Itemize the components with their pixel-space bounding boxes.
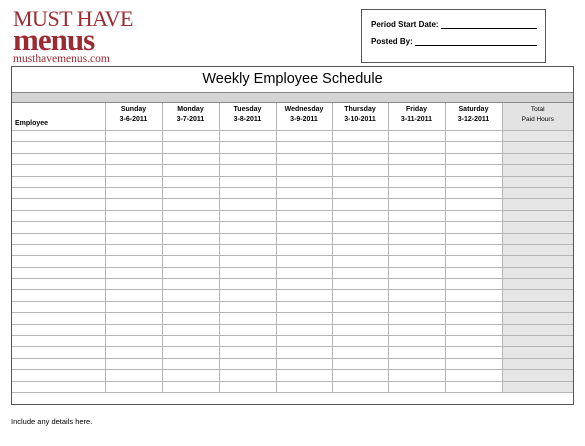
day-name: Thursday — [344, 106, 376, 113]
shift-cell[interactable] — [388, 233, 445, 244]
employee-cell[interactable] — [12, 199, 105, 210]
employee-cell[interactable] — [12, 210, 105, 221]
table-row — [12, 142, 573, 153]
shift-cell[interactable] — [105, 256, 162, 267]
total-hours-cell[interactable] — [502, 142, 573, 153]
table-row — [12, 199, 573, 210]
shift-cell[interactable] — [219, 279, 276, 290]
shift-cell[interactable] — [276, 142, 332, 153]
employee-cell[interactable] — [12, 370, 105, 381]
total-header-line-2: Paid Hours — [521, 115, 554, 123]
shift-cell[interactable] — [219, 153, 276, 164]
shift-cell[interactable] — [332, 381, 388, 392]
shift-cell[interactable] — [388, 256, 445, 267]
brand-line-1: MUST HAVE — [13, 6, 133, 31]
shift-cell[interactable] — [388, 313, 445, 324]
shift-cell[interactable] — [388, 131, 445, 142]
shift-cell[interactable] — [276, 324, 332, 335]
shift-cell[interactable] — [219, 267, 276, 278]
shift-cell[interactable] — [445, 210, 502, 221]
shift-cell[interactable] — [219, 290, 276, 301]
shift-cell[interactable] — [276, 381, 332, 392]
total-hours-cell[interactable] — [502, 370, 573, 381]
employee-header: Employee — [12, 103, 105, 131]
table-row — [12, 347, 573, 358]
shift-cell[interactable] — [162, 244, 219, 255]
shift-cell[interactable] — [276, 313, 332, 324]
shift-cell[interactable] — [219, 381, 276, 392]
shift-cell[interactable] — [162, 381, 219, 392]
shift-cell[interactable] — [332, 131, 388, 142]
shift-cell[interactable] — [276, 336, 332, 347]
shift-cell[interactable] — [332, 256, 388, 267]
day-header-tuesday — [219, 103, 276, 131]
shift-cell[interactable] — [276, 267, 332, 278]
shift-cell[interactable] — [332, 279, 388, 290]
employee-cell[interactable] — [12, 336, 105, 347]
shift-cell[interactable] — [276, 165, 332, 176]
shift-cell[interactable] — [162, 153, 219, 164]
table-row — [12, 301, 573, 312]
shift-cell[interactable] — [388, 370, 445, 381]
shift-cell[interactable] — [276, 256, 332, 267]
shift-cell[interactable] — [276, 233, 332, 244]
table-row — [12, 131, 573, 142]
schedule-title: Weekly Employee Schedule — [12, 67, 573, 93]
shift-cell[interactable] — [388, 301, 445, 312]
day-date: 3-7-2011 — [176, 115, 205, 123]
day-header-friday — [388, 103, 445, 131]
day-name: Friday — [405, 106, 427, 113]
shift-cell[interactable] — [388, 199, 445, 210]
shift-cell[interactable] — [219, 176, 276, 187]
shift-cell[interactable] — [162, 222, 219, 233]
header-band — [12, 93, 573, 103]
shift-cell[interactable] — [388, 279, 445, 290]
shift-cell[interactable] — [219, 313, 276, 324]
shift-cell[interactable] — [445, 131, 502, 142]
shift-cell[interactable] — [445, 233, 502, 244]
shift-cell[interactable] — [105, 324, 162, 335]
day-name: Monday — [177, 106, 204, 113]
day-header-thursday — [332, 103, 388, 131]
shift-cell[interactable] — [162, 301, 219, 312]
shift-cell[interactable] — [388, 267, 445, 278]
day-date: 3-6-2011 — [119, 115, 148, 123]
shift-cell[interactable] — [276, 358, 332, 369]
shift-cell[interactable] — [445, 199, 502, 210]
shift-cell[interactable] — [219, 301, 276, 312]
day-header-saturday — [445, 103, 502, 131]
day-name: Sunday — [120, 106, 147, 113]
employee-cell[interactable] — [12, 290, 105, 301]
table-row — [12, 290, 573, 301]
shift-cell[interactable] — [219, 131, 276, 142]
table-row — [12, 187, 573, 198]
day-date: 3-12-2011 — [457, 115, 490, 123]
shift-cell[interactable] — [445, 153, 502, 164]
footer-note: Include any details here. — [11, 417, 93, 426]
shift-cell[interactable] — [105, 222, 162, 233]
shift-cell[interactable] — [445, 347, 502, 358]
shift-cell[interactable] — [105, 142, 162, 153]
shift-cell[interactable] — [388, 176, 445, 187]
shift-cell[interactable] — [388, 347, 445, 358]
posted-by-field[interactable] — [415, 36, 537, 46]
shift-cell[interactable] — [162, 290, 219, 301]
shift-cell[interactable] — [276, 347, 332, 358]
shift-cell[interactable] — [445, 336, 502, 347]
schedule-table — [11, 66, 574, 405]
brand-logo — [13, 6, 153, 66]
shift-cell[interactable] — [332, 290, 388, 301]
shift-cell[interactable] — [276, 187, 332, 198]
shift-cell[interactable] — [105, 153, 162, 164]
shift-cell[interactable] — [162, 131, 219, 142]
total-hours-cell[interactable] — [502, 199, 573, 210]
total-hours-cell[interactable] — [502, 336, 573, 347]
shift-cell[interactable] — [105, 187, 162, 198]
employee-cell[interactable] — [12, 165, 105, 176]
shift-cell[interactable] — [105, 358, 162, 369]
shift-cell[interactable] — [445, 370, 502, 381]
brand-website: musthavemenus.com — [13, 53, 110, 65]
table-row — [12, 210, 573, 221]
shift-cell[interactable] — [276, 244, 332, 255]
shift-cell[interactable] — [445, 176, 502, 187]
employee-cell[interactable] — [12, 313, 105, 324]
table-row — [12, 222, 573, 233]
period-start-field[interactable] — [441, 19, 537, 29]
table-row — [12, 153, 573, 164]
employee-cell[interactable] — [12, 347, 105, 358]
day-name: Wednesday — [284, 106, 324, 113]
shift-cell[interactable] — [219, 199, 276, 210]
shift-cell[interactable] — [105, 233, 162, 244]
day-date: 3-11-2011 — [400, 115, 433, 123]
period-start-row — [371, 19, 537, 29]
shift-cell[interactable] — [219, 347, 276, 358]
day-date: 3-10-2011 — [344, 115, 376, 123]
employee-cell[interactable] — [12, 222, 105, 233]
table-row — [12, 256, 573, 267]
shift-cell[interactable] — [162, 358, 219, 369]
day-date: 3-9-2011 — [290, 115, 318, 123]
shift-cell[interactable] — [388, 142, 445, 153]
schedule-body — [12, 131, 573, 393]
shift-cell[interactable] — [388, 222, 445, 233]
shift-cell[interactable] — [162, 165, 219, 176]
shift-cell[interactable] — [219, 222, 276, 233]
day-header-sunday — [105, 103, 162, 131]
employee-cell[interactable] — [12, 324, 105, 335]
shift-cell[interactable] — [219, 370, 276, 381]
shift-cell[interactable] — [105, 336, 162, 347]
table-row — [12, 267, 573, 278]
employee-cell[interactable] — [12, 301, 105, 312]
total-paid-hours-header — [502, 103, 573, 131]
posted-by-label: Posted By: — [371, 37, 413, 46]
shift-cell[interactable] — [105, 370, 162, 381]
shift-cell[interactable] — [276, 222, 332, 233]
shift-cell[interactable] — [332, 336, 388, 347]
shift-cell[interactable] — [162, 256, 219, 267]
employee-cell[interactable] — [12, 279, 105, 290]
shift-cell[interactable] — [445, 142, 502, 153]
total-hours-cell[interactable] — [502, 267, 573, 278]
shift-cell[interactable] — [162, 199, 219, 210]
total-hours-cell[interactable] — [502, 153, 573, 164]
shift-cell[interactable] — [332, 165, 388, 176]
shift-cell[interactable] — [445, 256, 502, 267]
shift-cell[interactable] — [388, 244, 445, 255]
shift-cell[interactable] — [105, 290, 162, 301]
employee-cell[interactable] — [12, 256, 105, 267]
shift-cell[interactable] — [445, 244, 502, 255]
table-row — [12, 370, 573, 381]
shift-cell[interactable] — [105, 313, 162, 324]
shift-cell[interactable] — [162, 279, 219, 290]
shift-cell[interactable] — [388, 210, 445, 221]
table-row — [12, 358, 573, 369]
shift-cell[interactable] — [105, 381, 162, 392]
day-header-monday — [162, 103, 219, 131]
shift-cell[interactable] — [388, 381, 445, 392]
shift-cell[interactable] — [388, 336, 445, 347]
shift-cell[interactable] — [219, 233, 276, 244]
day-header-wednesday — [276, 103, 332, 131]
shift-cell[interactable] — [162, 210, 219, 221]
table-row — [12, 313, 573, 324]
shift-cell[interactable] — [276, 290, 332, 301]
day-name: Tuesday — [233, 106, 262, 113]
shift-cell[interactable] — [388, 153, 445, 164]
shift-cell[interactable] — [445, 358, 502, 369]
shift-cell[interactable] — [162, 313, 219, 324]
shift-cell[interactable] — [276, 301, 332, 312]
employee-cell[interactable] — [12, 153, 105, 164]
shift-cell[interactable] — [276, 279, 332, 290]
table-row — [12, 176, 573, 187]
shift-cell[interactable] — [219, 244, 276, 255]
schedule-grid — [12, 103, 573, 393]
shift-cell[interactable] — [276, 199, 332, 210]
total-hours-cell[interactable] — [502, 233, 573, 244]
day-date: 3-8-2011 — [233, 115, 262, 123]
total-header-line-1: Total — [530, 106, 545, 113]
shift-cell[interactable] — [162, 187, 219, 198]
table-row — [12, 165, 573, 176]
shift-cell[interactable] — [276, 176, 332, 187]
shift-cell[interactable] — [162, 176, 219, 187]
shift-cell[interactable] — [105, 165, 162, 176]
shift-cell[interactable] — [219, 336, 276, 347]
shift-cell[interactable] — [332, 153, 388, 164]
shift-cell[interactable] — [105, 176, 162, 187]
shift-cell[interactable] — [276, 370, 332, 381]
total-hours-cell[interactable] — [502, 210, 573, 221]
table-row — [12, 336, 573, 347]
shift-cell[interactable] — [162, 347, 219, 358]
total-hours-cell[interactable] — [502, 358, 573, 369]
employee-cell[interactable] — [12, 358, 105, 369]
employee-cell[interactable] — [12, 176, 105, 187]
shift-cell[interactable] — [332, 176, 388, 187]
shift-cell[interactable] — [388, 358, 445, 369]
shift-cell[interactable] — [332, 199, 388, 210]
shift-cell[interactable] — [445, 290, 502, 301]
shift-cell[interactable] — [332, 324, 388, 335]
shift-cell[interactable] — [332, 370, 388, 381]
total-hours-cell[interactable] — [502, 165, 573, 176]
employee-cell[interactable] — [12, 142, 105, 153]
day-name: Saturday — [458, 106, 489, 113]
total-hours-cell[interactable] — [502, 347, 573, 358]
shift-cell[interactable] — [105, 267, 162, 278]
shift-cell[interactable] — [105, 347, 162, 358]
period-info-box — [361, 9, 546, 63]
table-row — [12, 381, 573, 392]
employee-cell[interactable] — [12, 131, 105, 142]
shift-cell[interactable] — [105, 279, 162, 290]
shift-cell[interactable] — [445, 279, 502, 290]
shift-cell[interactable] — [219, 210, 276, 221]
header-row — [12, 103, 573, 131]
total-hours-cell[interactable] — [502, 381, 573, 392]
shift-cell[interactable] — [219, 324, 276, 335]
shift-cell[interactable] — [445, 324, 502, 335]
shift-cell[interactable] — [445, 381, 502, 392]
total-hours-cell[interactable] — [502, 244, 573, 255]
shift-cell[interactable] — [332, 233, 388, 244]
shift-cell[interactable] — [445, 267, 502, 278]
shift-cell[interactable] — [332, 222, 388, 233]
shift-cell[interactable] — [162, 336, 219, 347]
shift-cell[interactable] — [388, 187, 445, 198]
shift-cell[interactable] — [105, 199, 162, 210]
shift-cell[interactable] — [388, 290, 445, 301]
shift-cell[interactable] — [105, 301, 162, 312]
shift-cell[interactable] — [219, 165, 276, 176]
employee-cell[interactable] — [12, 244, 105, 255]
shift-cell[interactable] — [105, 244, 162, 255]
shift-cell[interactable] — [219, 187, 276, 198]
posted-by-row — [371, 36, 537, 46]
shift-cell[interactable] — [332, 187, 388, 198]
shift-cell[interactable] — [332, 267, 388, 278]
shift-cell[interactable] — [105, 210, 162, 221]
employee-cell[interactable] — [12, 267, 105, 278]
employee-cell[interactable] — [12, 187, 105, 198]
shift-cell[interactable] — [332, 301, 388, 312]
shift-cell[interactable] — [162, 370, 219, 381]
shift-cell[interactable] — [219, 142, 276, 153]
table-row — [12, 324, 573, 335]
table-row — [12, 244, 573, 255]
shift-cell[interactable] — [219, 256, 276, 267]
total-hours-cell[interactable] — [502, 256, 573, 267]
shift-cell[interactable] — [445, 165, 502, 176]
employee-cell[interactable] — [12, 233, 105, 244]
period-start-label: Period Start Date: — [371, 20, 439, 29]
shift-cell[interactable] — [388, 324, 445, 335]
shift-cell[interactable] — [162, 233, 219, 244]
shift-cell[interactable] — [388, 165, 445, 176]
employee-cell[interactable] — [12, 381, 105, 392]
shift-cell[interactable] — [276, 153, 332, 164]
total-hours-cell[interactable] — [502, 176, 573, 187]
shift-cell[interactable] — [162, 324, 219, 335]
total-hours-cell[interactable] — [502, 301, 573, 312]
brand-line-2: menus — [13, 22, 95, 57]
table-row — [12, 233, 573, 244]
shift-cell[interactable] — [445, 313, 502, 324]
shift-cell[interactable] — [332, 358, 388, 369]
shift-cell[interactable] — [332, 244, 388, 255]
total-hours-cell[interactable] — [502, 131, 573, 142]
shift-cell[interactable] — [162, 142, 219, 153]
shift-cell[interactable] — [162, 267, 219, 278]
shift-cell[interactable] — [219, 358, 276, 369]
shift-cell[interactable] — [445, 222, 502, 233]
total-hours-cell[interactable] — [502, 290, 573, 301]
shift-cell[interactable] — [276, 131, 332, 142]
table-row — [12, 279, 573, 290]
shift-cell[interactable] — [332, 313, 388, 324]
shift-cell[interactable] — [105, 131, 162, 142]
shift-cell[interactable] — [276, 210, 332, 221]
total-hours-cell[interactable] — [502, 187, 573, 198]
total-hours-cell[interactable] — [502, 279, 573, 290]
shift-cell[interactable] — [445, 187, 502, 198]
total-hours-cell[interactable] — [502, 324, 573, 335]
shift-cell[interactable] — [332, 210, 388, 221]
shift-cell[interactable] — [445, 301, 502, 312]
total-hours-cell[interactable] — [502, 222, 573, 233]
shift-cell[interactable] — [332, 347, 388, 358]
total-hours-cell[interactable] — [502, 313, 573, 324]
shift-cell[interactable] — [332, 142, 388, 153]
